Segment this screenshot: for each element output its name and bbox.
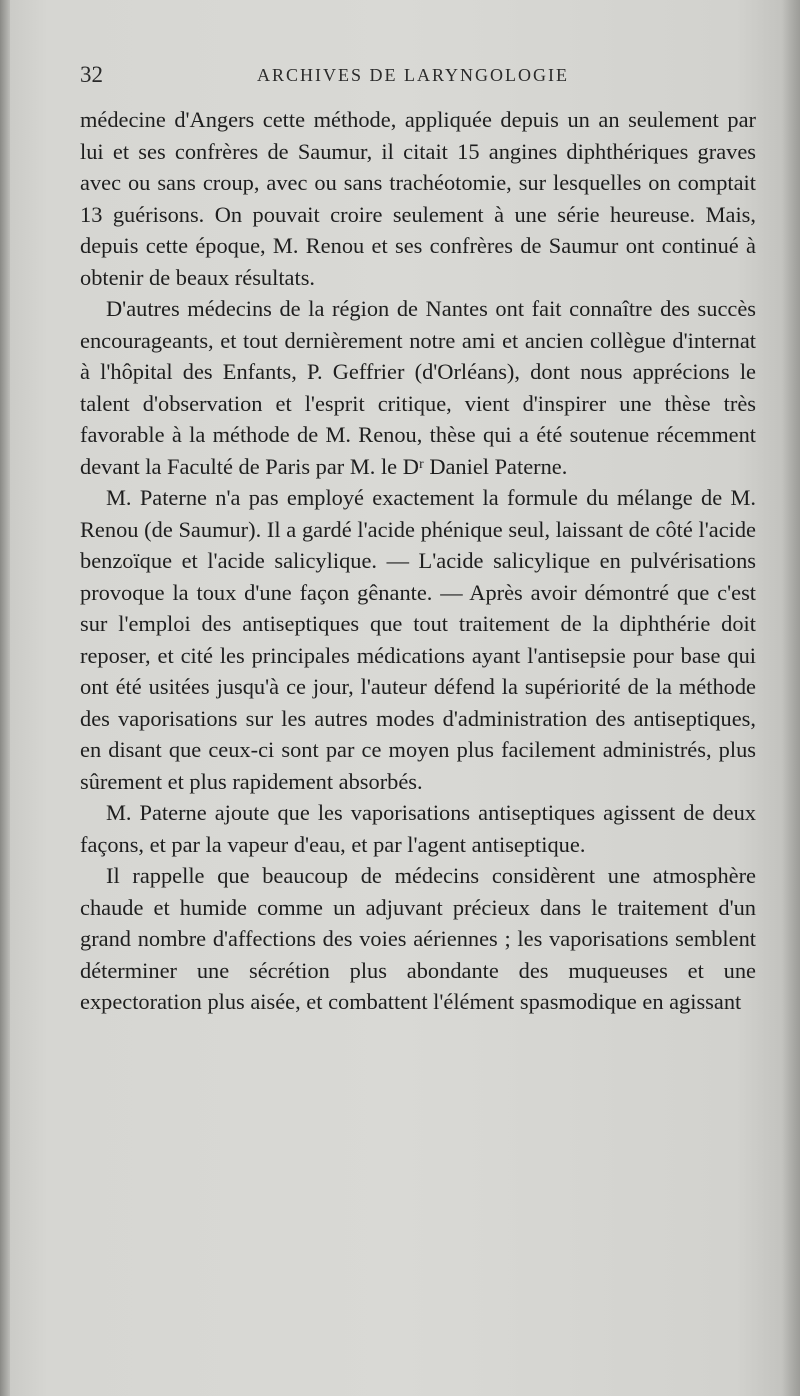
page-number: 32 xyxy=(80,62,103,87)
paragraph-paterne-formula: M. Paterne n'a pas employé exactement la formule du mélange de M. Renou (de Saumur). Il a gardé l'acide phénique seul, laissant de côté l'acide benzoïque et l'acide salicylique. — L'acide salicylique en pulvérisations provoque la toux d'une façon gênante. — Après avoir démontré que c'est sur l'emploi des antiseptiques que tout traitement de la diphthérie doit reposer, et cité les principales médications ayant l'antisepsie pour base qui ont été usitées jusqu'à ce jour, l'auteur défend la supériorité de la méthode des vaporisations sur les autres modes d'administration des antiseptiques, en disant que ceux-ci sont par ce moyen plus facilement administrés, plus sûrement et plus rapidement absorbés. xyxy=(80,485,756,794)
paragraph-atmosphere: Il rappelle que beaucoup de médecins considèrent une atmosphère chaude et humide comme un adjuvant précieux dans le traitement d'un grand nombre d'affections des voies aériennes ; les vaporisations semblent déterminer une sécrétion plus abondante des muqueuses et une expectoration plus aisée, et combattent l'élément spasmodique en agissant xyxy=(80,863,756,1014)
running-header xyxy=(80,62,756,92)
paragraph-nantes-physicians: D'autres médecins de la région de Nantes ont fait connaître des succès encourageants, et tout dernièrement notre ami et ancien collègue d'internat à l'hôpital des Enfants, P. Geffrier (d'Orléans), dont nous apprécions le talent d'observation et l'esprit critique, vient d'inspirer une thèse très favorable à la méthode de M. Renou, thèse qui a été soutenue récemment devant la Faculté de Paris par M. le Dʳ Daniel Paterne. xyxy=(80,296,756,479)
page-left-edge-shadow xyxy=(0,0,10,1396)
body-text xyxy=(80,104,756,1018)
page-right-edge-shadow xyxy=(782,0,800,1396)
paragraph-continuation: médecine d'Angers cette méthode, appliquée depuis un an seulement par lui et ses confrères de Saumur, il citait 15 angines diphthériques graves avec ou sans croup, avec ou sans trachéotomie, sur lesquelles on comptait 13 guérisons. On pouvait croire seulement à une série heureuse. Mais, depuis cette époque, M. Renou et ses confrères de Saumur ont continué à obtenir de beaux résultats. xyxy=(80,107,756,290)
running-title: ARCHIVES DE LARYNGOLOGIE xyxy=(257,65,569,85)
paragraph-paterne-adds: M. Paterne ajoute que les vaporisations antiseptiques agissent de deux façons, et par la vapeur d'eau, et par l'agent antiseptique. xyxy=(80,800,756,857)
